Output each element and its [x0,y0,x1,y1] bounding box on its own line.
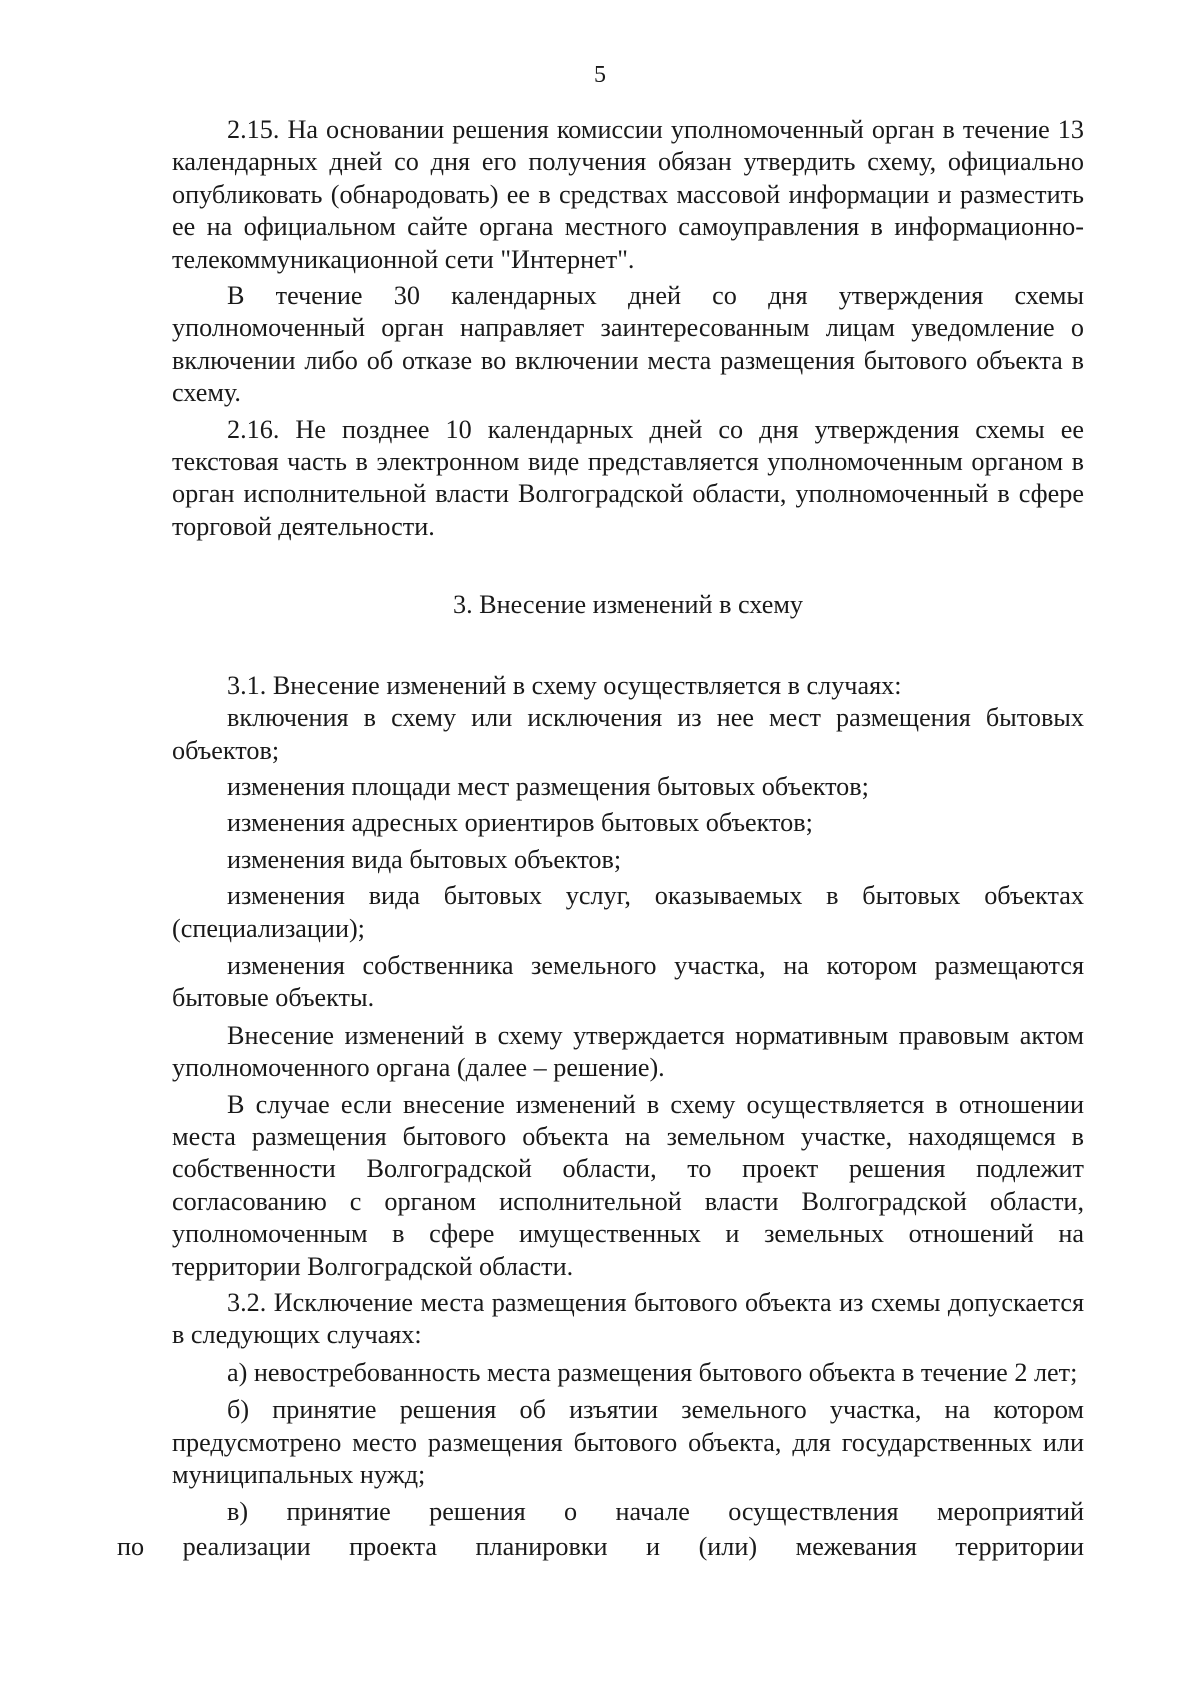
list-item-case-4: изменения вида бытовых объектов; [227,844,622,874]
paragraph-2-15-notice: В течение 30 календарных дней со дня утверждения схемы уполномоченный орган направляет заинтересованным лицам уведомление о включении либо об отказе во включении места размещения бытового объекта в схему. [172,281,1084,408]
list-item-case-6: изменения собственника земельного участка, на котором размещаются бытовые объекты. [172,950,1084,1013]
list-item-case-1: включения в схему или исключения из нее мест размещения бытовых объектов; [172,703,1084,765]
paragraph-3-2: 3.2. Исключение места размещения бытового объекта из схемы допускается в следующих случаях: [172,1288,1084,1350]
list-item-b: б) принятие решения об изъятии земельного участка, на котором предусмотрено место размещения бытового объекта, для государственных или муниципальных нужд; [172,1395,1084,1490]
paragraph-regional-approval: В случае если внесение изменений в схему осуществляется в отношении места размещения бытового объекта на земельном участке, находящемся в собственности Волгоградской области, то проект решения подлежит согласованию с органом исполнительной власти Волгоградской области, уполномоченным в сфере имущественных и земельных отношений на территории Волгоградской области. [172,1089,1084,1281]
list-item-case-5: изменения вида бытовых услуг, оказываемых в бытовых объектах (специализации); [172,881,1084,943]
paragraph-approval: Внесение изменений в схему утверждается нормативным правовым актом уполномоченного органа (далее – решение). [172,1020,1084,1083]
page-number: 5 [594,62,606,88]
document-body [117,114,1084,1563]
paragraph-2-16: 2.16. Не позднее 10 календарных дней со дня утверждения схемы ее текстовая часть в электронном виде представляется уполномоченным органом в орган исполнительной власти Волгоградской области, уполномоченный в сфере торговой деятельности. [172,414,1084,541]
list-item-case-2: изменения площади мест размещения бытовых объектов; [227,771,869,801]
paragraph-2-15: 2.15. На основании решения комиссии уполномоченный орган в течение 13 календарных дней со дня его получения обязан утвердить схему, официально опубликовать (обнародовать) ее в средствах массовой информации и разместить ее на официальном сайте органа местного самоуправления в информационно-телекоммуникационной сети "Интернет". [172,115,1084,274]
list-item-c-line-2: по реализации проекта планировки и (или) межевания территории [117,1531,1084,1561]
list-item-case-3: изменения адресных ориентиров бытовых объектов; [227,808,813,838]
list-item-c-line-1: в) принятие решения о начале осуществления мероприятий [227,1497,1084,1527]
list-item-a: а) невостребованность места размещения бытового объекта в течение 2 лет; [227,1357,1078,1387]
section-heading: 3. Внесение изменений в схему [452,590,804,620]
paragraph-3-1: 3.1. Внесение изменений в схему осуществляется в случаях: [227,670,902,700]
list-item-c [117,1496,1084,1563]
